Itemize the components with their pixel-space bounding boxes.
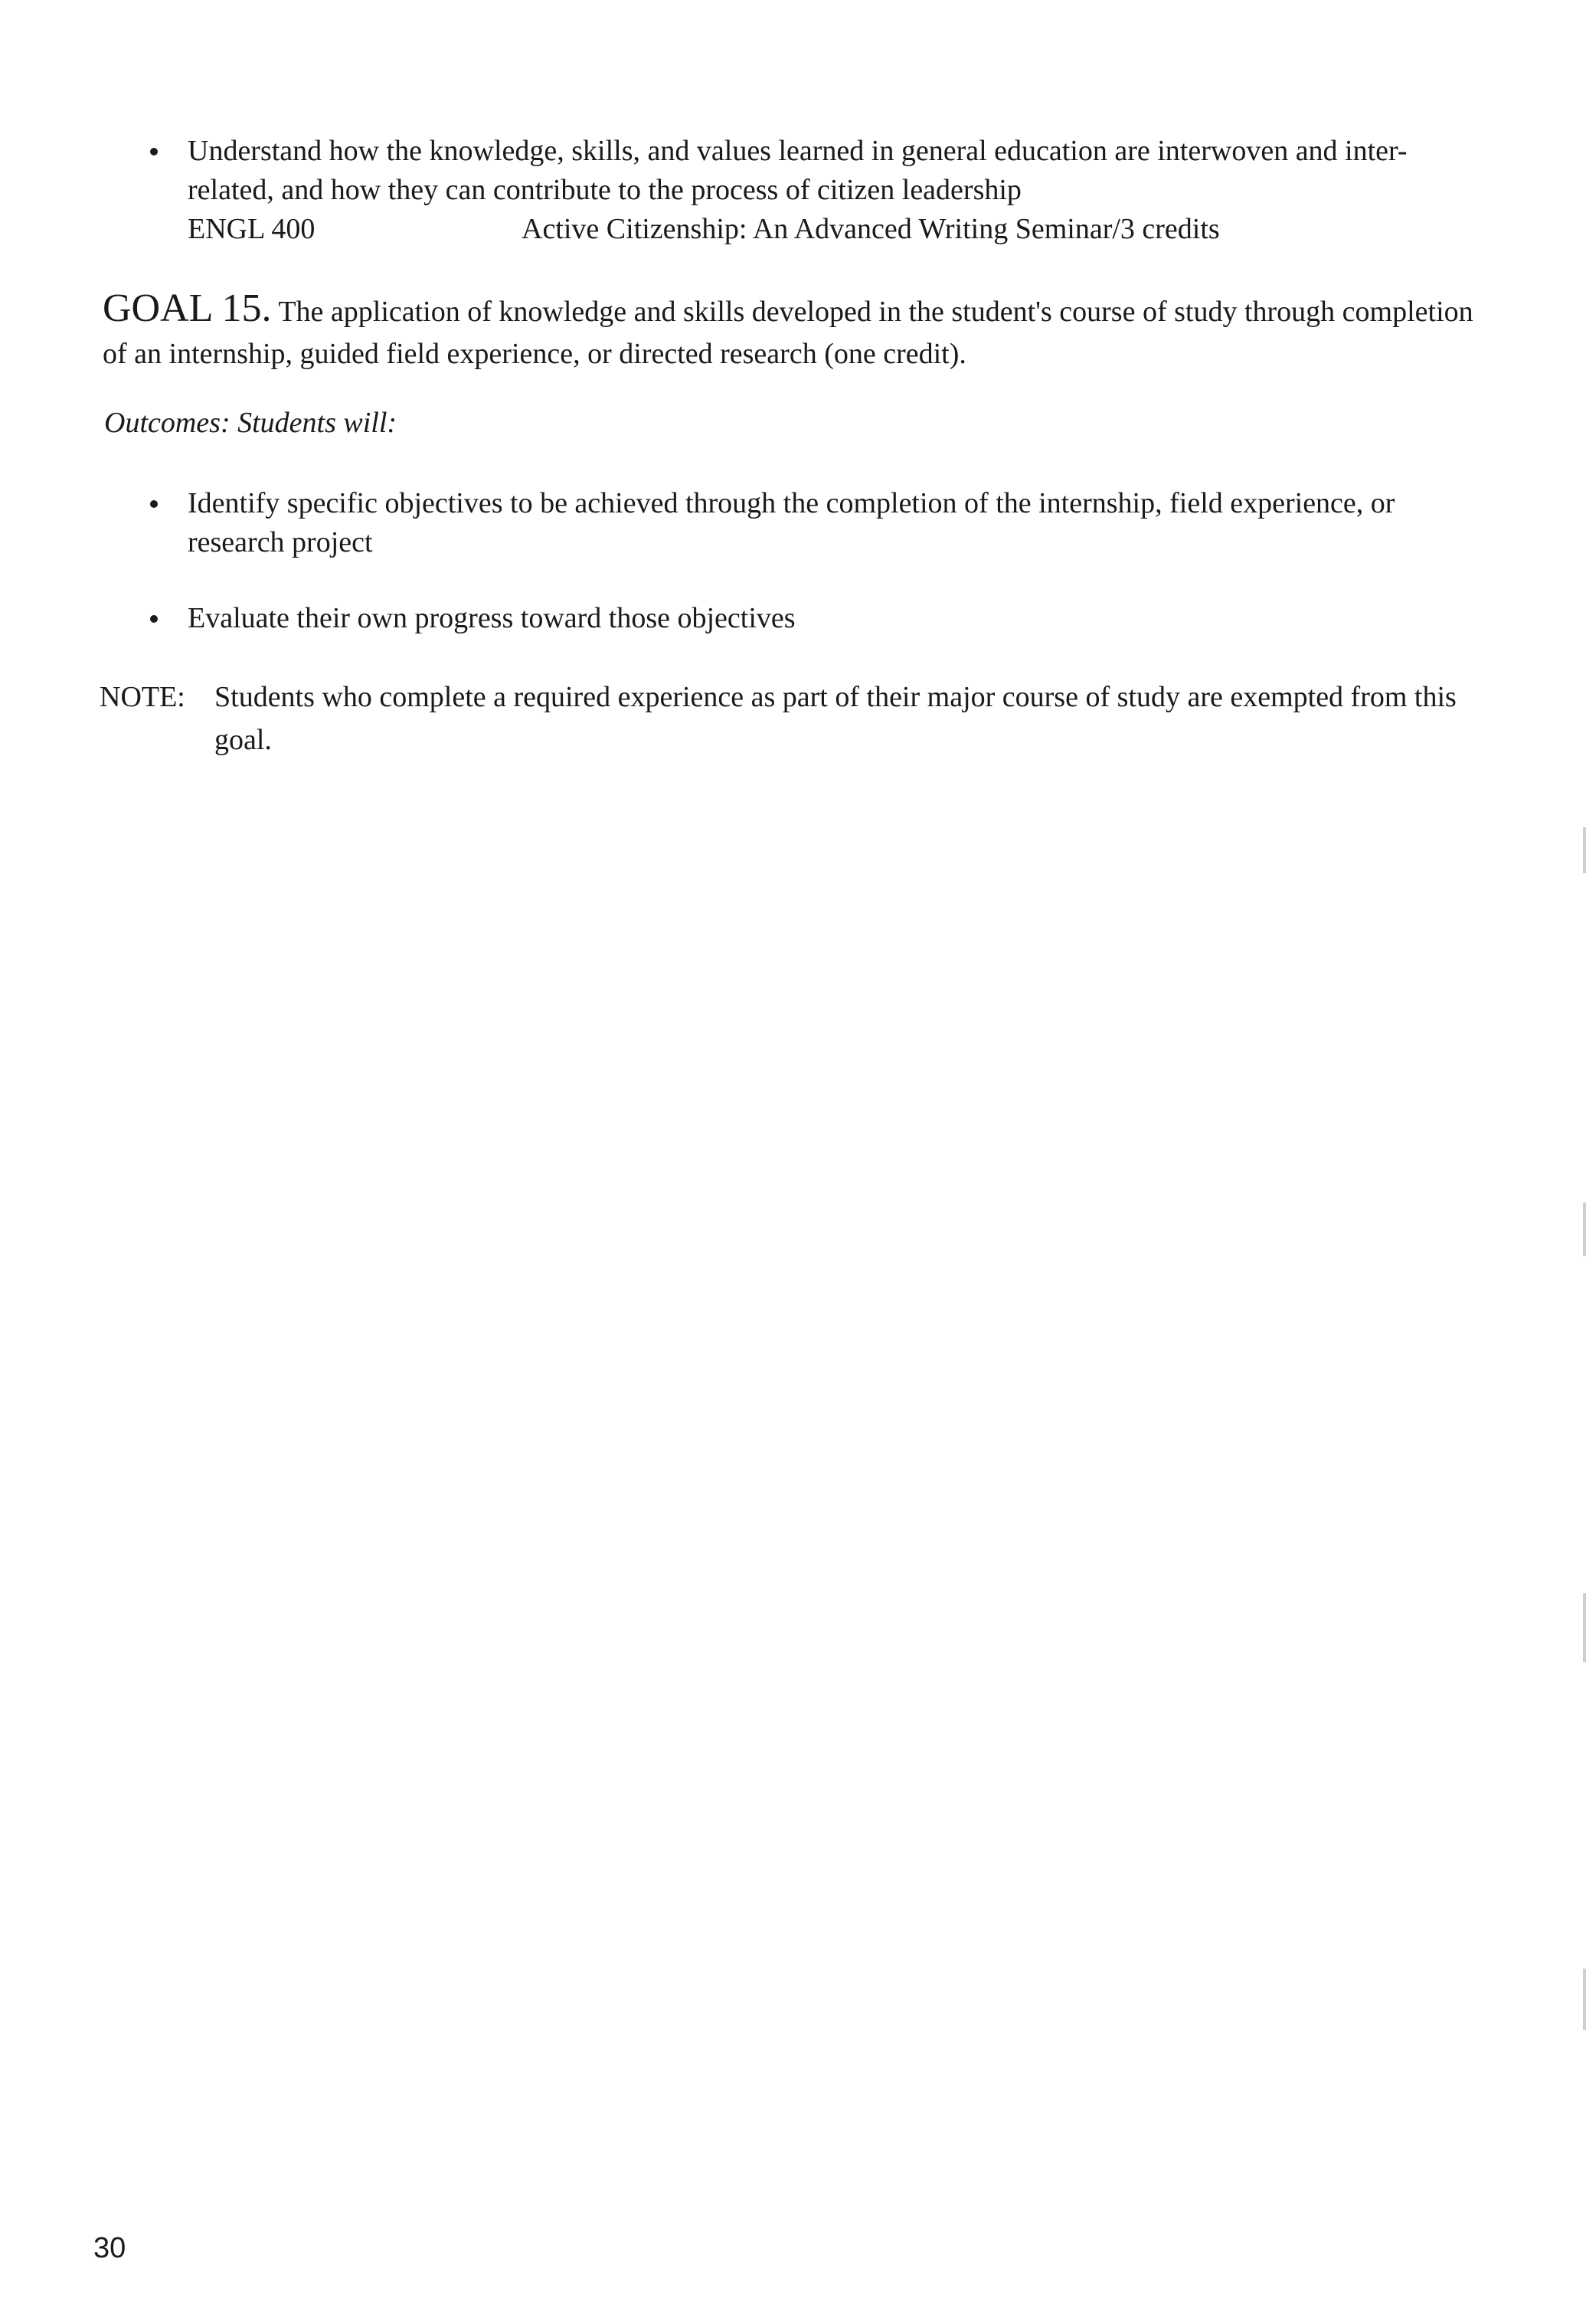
scan-edge-mark — [1583, 1969, 1586, 2030]
list-item — [146, 599, 1478, 638]
course-code: ENGL 400 — [188, 213, 316, 245]
goal-paragraph — [103, 287, 1481, 375]
page-number: 30 — [93, 2232, 126, 2264]
list-item — [146, 132, 1478, 254]
scan-edge-mark — [1583, 827, 1586, 873]
bullet-text: Understand how the knowledge, skills, and values learned in general education are interwoven and inter-related, and how they can contribute to the process of citizen leadership — [188, 135, 1408, 206]
goal-label: GOAL 15. — [103, 286, 272, 330]
scan-edge-mark — [1583, 1203, 1586, 1256]
bullet-text: Evaluate their own progress toward those objectives — [188, 602, 796, 634]
outcomes-heading: Outcomes: Students will: — [104, 407, 397, 439]
course-row — [188, 210, 1482, 249]
list-item — [146, 484, 1478, 562]
goal-text: The application of knowledge and skills developed in the student's course of study through completion of an internship, guided field experience, or directed research (one credit). — [103, 296, 1473, 370]
note-label: NOTE: — [100, 681, 185, 713]
bullet-text: Identify specific objectives to be achieved through the completion of the internship, field experience, or research project — [188, 487, 1395, 558]
course-title: Active Citizenship: An Advanced Writing Seminar/3 credits — [522, 213, 1220, 245]
scan-edge-mark — [1583, 1593, 1586, 1662]
note-text: Students who complete a required experience as part of their major course of study are exempted from this goal. — [214, 681, 1457, 756]
